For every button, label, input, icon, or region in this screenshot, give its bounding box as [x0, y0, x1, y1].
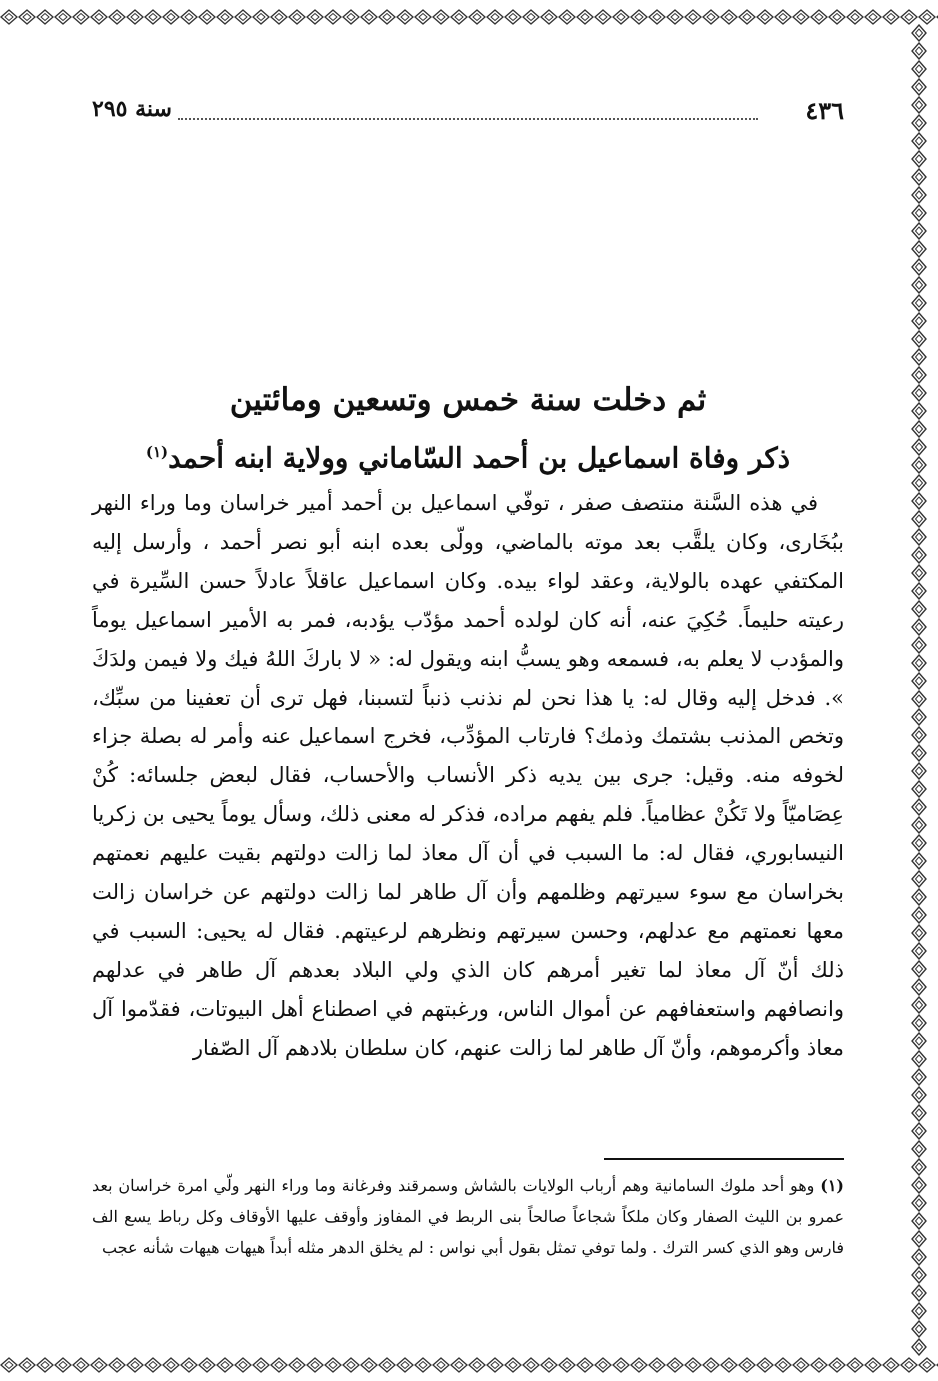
decorative-border-top: [0, 8, 938, 26]
chapter-headings: [92, 374, 844, 484]
footnote-text: وهو أحد ملوك السامانية وهم أرباب الولايات بالشاش وسمرقند وفرغانة وما وراء النهر ولّي امرة خراسان بعد عمرو بن الليث الصفار وكان ملكاً شجاعاً صالحاً بنى الربط في المفاوز وأوقف عليها الأوقاف وكل رباط يسع الف فارس وهو الذي كسر الترك . ولما توفي تمثل بقول أبي نواس : لم يخلق الدهر مثله أبداً هيهات هيهات شأنه عجب: [92, 1176, 844, 1257]
body-paragraph: في هذه السَّنة منتصف صفر ، توفّي اسماعيل بن أحمد أمير خراسان وما وراء النهر ببُخَارى، وكان يلقَّب بعد موته بالماضي، وولّى بعده ابنه أبو نصر أحمد ، وأرسل إليه المكتفي عهده بالولاية، وعقد لواء بيده. وكان اسماعيل عاقلاً عادلاً حسن السِّيرة في رعيته حليماً. حُكِيَ عنه، أنه كان لولده أحمد مؤدّب يؤدبه، فمر به الأمير اسماعيل يوماً والمؤدب لا يعلم به، فسمعه وهو يسبُّ ابنه ويقول له: « لا باركَ اللهُ فيك ولا فيمن ولدَكَ ». فدخل إليه وقال له: يا هذا نحن لم نذنب ذنباً لتسبنا، فهل ترى أن تعفينا من سبِّك، وتخص المذنب بشتمك وذمك؟ فارتاب المؤدِّب، فخرج اسماعيل عنه وأمر له بصلة جزاء لخوفه منه. وقيل: جرى بين يديه ذكر الأنساب والأحساب، فقال لبعض جلسائه: كُنْ عِصَاميّاً ولا تَكُنْ عظامياً. فلم يفهم مراده، فذكر له معنى ذلك، وسأل يوماً يحيى بن زكريا النيسابوري، فقال له: ما السبب في أن آل معاذ لما زالت دولتهم بقيت عليهم نعمتهم بخراسان مع سوء سيرتهم وظلمهم وأن آل طاهر لما زالت دولتهم عن خراسان زالت معها نعمتهم مع عدلهم، وحسن سيرتهم ونظرهم لرعيتهم. فقال له يحيى: السبب في ذلك أنّ آل معاذ لما تغير أمرهم كان الذي ولي البلاد بعدهم آل طاهر في عدلهم وانصافهم واستعفافهم عن أموال الناس، ورغبتهم في اصطناع أهل البيوتات، فقدّموا آل معاذ وأكرموهم، وأنّ آل طاهر لما زالت عنهم، كان سلطان بلادهم آل الصّفار: [92, 491, 844, 1060]
footnote: [92, 1170, 844, 1263]
footnote-reference[interactable]: (١): [145, 443, 169, 461]
decorative-border-right: [910, 24, 928, 1356]
section-heading: [92, 426, 844, 484]
footnote-marker: (١): [820, 1176, 844, 1195]
running-title: سنة ٢٩٥: [92, 96, 172, 122]
footnote-separator: [604, 1158, 844, 1160]
dotted-leader: [178, 118, 758, 120]
decorative-border-bottom: [0, 1356, 938, 1374]
section-heading-text: ذكر وفاة اسماعيل بن أحمد السّاماني وولاية ابنه أحمد: [168, 441, 791, 475]
running-header: [92, 96, 844, 132]
year-heading: ثم دخلت سنة خمس وتسعين ومائتين: [229, 382, 707, 418]
page-number: ٤٣٦: [805, 96, 844, 125]
